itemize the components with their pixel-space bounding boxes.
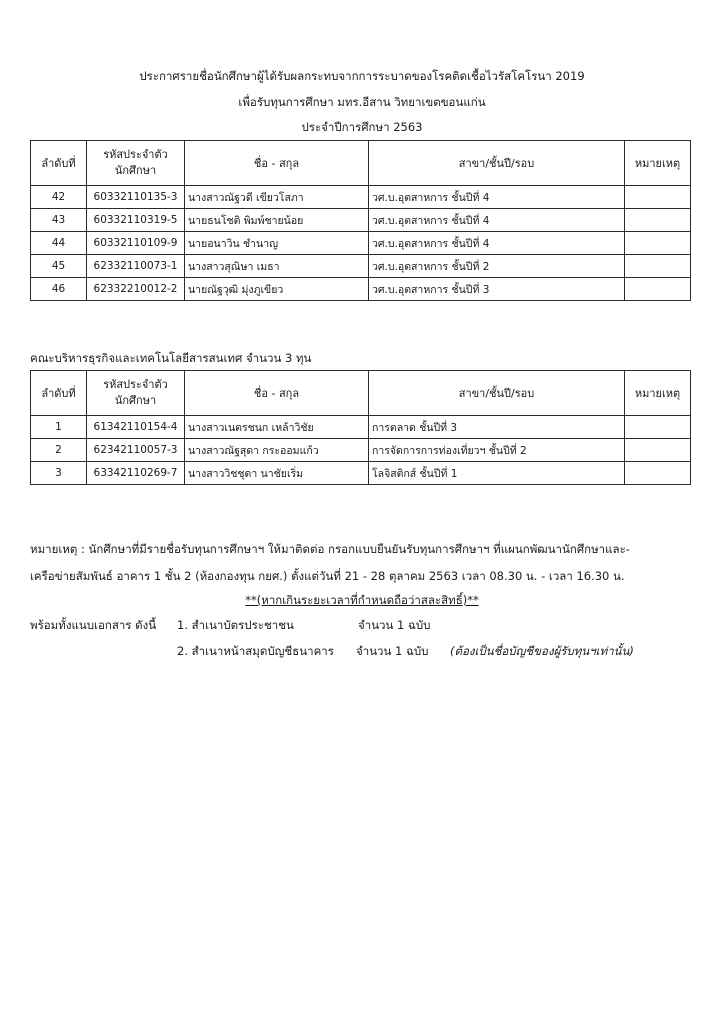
- cell-no: 45: [31, 255, 87, 278]
- cell-remark: [625, 278, 691, 301]
- table-row: [31, 232, 691, 255]
- col-student-id-line1: รหัสประจำตัว: [103, 148, 168, 161]
- attachments-intro: พร้อมทั้งแนบเอกสาร ดังนี้: [30, 618, 157, 632]
- cell-remark: [625, 255, 691, 278]
- header-line-1: ประกาศรายชื่อนักศึกษาผู้ได้รับผลกระทบจากการระบาดของโรคติดเชื้อไวรัสโคโรนา 2019: [139, 69, 585, 83]
- cell-id: 62342110057-3: [87, 439, 185, 462]
- cell-no: 44: [31, 232, 87, 255]
- attachment-item-1-qty: จำนวน 1 ฉบับ: [358, 618, 431, 632]
- cell-id: 60332110109-9: [87, 232, 185, 255]
- col-no: ลำดับที่: [31, 141, 87, 186]
- table-row: [31, 278, 691, 301]
- col-name: ชื่อ - สกุล: [185, 141, 369, 186]
- attachment-item-2-condition: (ต้องเป็นชื่อบัญชีของผู้รับทุนฯเท่านั้น): [450, 644, 634, 658]
- cell-remark: [625, 209, 691, 232]
- cell-name: นางสาวสุณิษา เมธา: [185, 255, 369, 278]
- scholarship-table-2: [30, 370, 691, 485]
- table-header-row: [31, 141, 691, 186]
- cell-id: 61342110154-4: [87, 416, 185, 439]
- cell-name: นางสาวณัฐวดี เขียวโสภา: [185, 186, 369, 209]
- col-major: สาขา/ชั้นปี/รอบ: [369, 371, 625, 416]
- cell-remark: [625, 439, 691, 462]
- cell-no: 2: [31, 439, 87, 462]
- col-student-id: [87, 371, 185, 416]
- cell-remark: [625, 462, 691, 485]
- note-line-2: เครือข่ายสัมพันธ์ อาคาร 1 ชั้น 2 (ห้องกองทุน กยศ.) ตั้งแต่วันที่ 21 - 28 ตุลาคม 2563 เวลา 08.30 น. - เวลา 16.30 น.: [30, 569, 625, 583]
- cell-remark: [625, 416, 691, 439]
- note-line-1: หมายเหตุ : นักศึกษาที่มีรายชื่อรับทุนการศึกษาฯ ให้มาติดต่อ กรอกแบบยืนยันรับทุนการศึกษาฯ ที่แผนกพัฒนานักศึกษาและ-: [30, 542, 630, 556]
- cell-major: การจัดการการท่องเที่ยวฯ ชั้นปีที่ 2: [369, 439, 625, 462]
- deadline-warning: **(หากเกินระยะเวลาที่กำหนดถือว่าสละสิทธิ์)**: [245, 593, 479, 607]
- col-remark: หมายเหตุ: [625, 141, 691, 186]
- cell-remark: [625, 186, 691, 209]
- cell-major: วศ.บ.อุตสาหการ ชั้นปีที่ 4: [369, 186, 625, 209]
- cell-name: นางสาววิชชุดา นาชัยเริ่ม: [185, 462, 369, 485]
- cell-no: 1: [31, 416, 87, 439]
- scholarship-table-1: [30, 140, 691, 301]
- cell-major: โลจิสติกส์ ชั้นปีที่ 1: [369, 462, 625, 485]
- table-row: [31, 462, 691, 485]
- cell-remark: [625, 232, 691, 255]
- cell-name: นายอนาวิน ชำนาญ: [185, 232, 369, 255]
- cell-no: 3: [31, 462, 87, 485]
- section-2-title: คณะบริหารธุรกิจและเทคโนโลยีสารสนเทศ จำนวน 3 ทุน: [30, 351, 312, 365]
- attachment-item-1: 1. สำเนาบัตรประชาชน: [177, 618, 294, 632]
- table-row: [31, 255, 691, 278]
- table-row: [31, 439, 691, 462]
- col-student-id-line1: รหัสประจำตัว: [103, 378, 168, 391]
- cell-major: การตลาด ชั้นปีที่ 3: [369, 416, 625, 439]
- cell-name: นางสาวณัฐสุดา กระออมแก้ว: [185, 439, 369, 462]
- attachment-item-2-qty: จำนวน 1 ฉบับ: [356, 644, 429, 658]
- col-student-id-line2: นักศึกษา: [114, 164, 157, 177]
- cell-major: วศ.บ.อุตสาหการ ชั้นปีที่ 2: [369, 255, 625, 278]
- col-student-id-line2: นักศึกษา: [114, 394, 157, 407]
- cell-major: วศ.บ.อุตสาหการ ชั้นปีที่ 4: [369, 209, 625, 232]
- cell-id: 60332110319-5: [87, 209, 185, 232]
- attachment-item-2: 2. สำเนาหน้าสมุดบัญชีธนาคาร: [177, 644, 334, 658]
- col-name: ชื่อ - สกุล: [185, 371, 369, 416]
- cell-id: 62332110073-1: [87, 255, 185, 278]
- cell-no: 43: [31, 209, 87, 232]
- cell-id: 60332110135-3: [87, 186, 185, 209]
- cell-no: 46: [31, 278, 87, 301]
- cell-major: วศ.บ.อุตสาหการ ชั้นปีที่ 4: [369, 232, 625, 255]
- cell-major: วศ.บ.อุตสาหการ ชั้นปีที่ 3: [369, 278, 625, 301]
- col-no: ลำดับที่: [31, 371, 87, 416]
- table-row: [31, 209, 691, 232]
- header-line-3: ประจำปีการศึกษา 2563: [301, 120, 423, 134]
- cell-name: นายณัฐวุฒิ มุ่งภูเขียว: [185, 278, 369, 301]
- header-line-2: เพื่อรับทุนการศึกษา มทร.อีสาน วิทยาเขตขอนแก่น: [238, 95, 486, 109]
- col-student-id: [87, 141, 185, 186]
- cell-id: 63342110269-7: [87, 462, 185, 485]
- col-major: สาขา/ชั้นปี/รอบ: [369, 141, 625, 186]
- table-header-row: [31, 371, 691, 416]
- cell-name: นายธนโชติ พิมพ์ชายน้อย: [185, 209, 369, 232]
- cell-no: 42: [31, 186, 87, 209]
- cell-id: 62332210012-2: [87, 278, 185, 301]
- table-row: [31, 186, 691, 209]
- col-remark: หมายเหตุ: [625, 371, 691, 416]
- cell-name: นางสาวเนตรชนก เหล้าวิชัย: [185, 416, 369, 439]
- table-row: [31, 416, 691, 439]
